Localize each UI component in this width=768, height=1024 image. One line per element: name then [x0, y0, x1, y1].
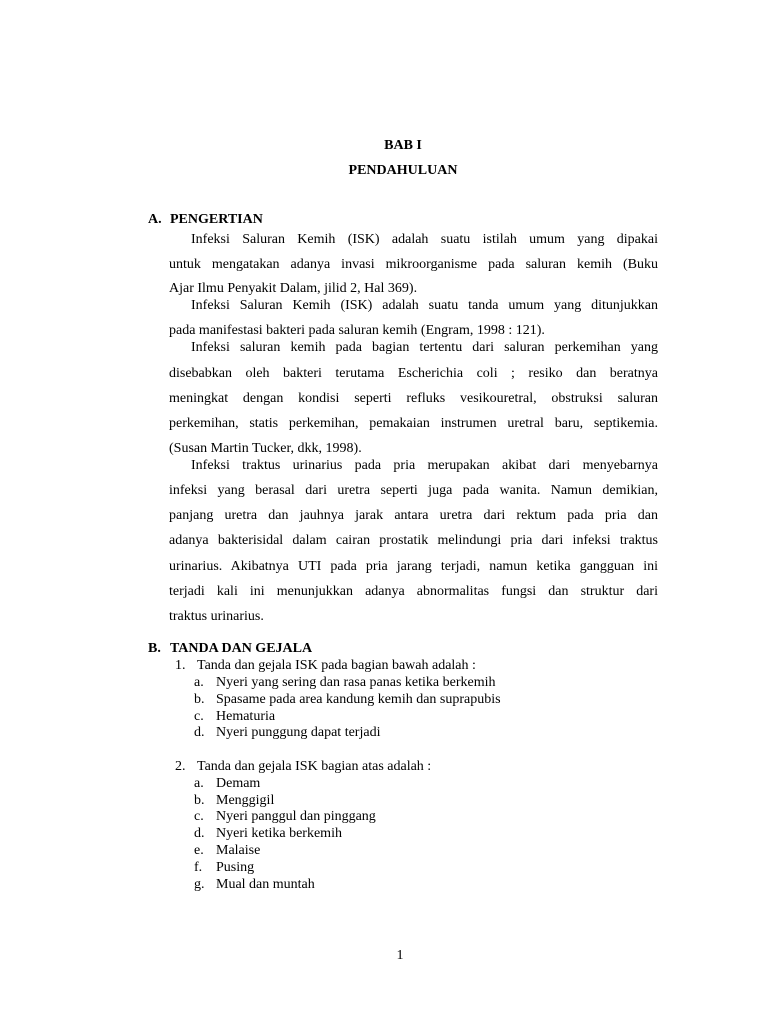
list-number: 2. — [175, 759, 186, 774]
sub-list-text: Nyeri ketika berkemih — [216, 826, 342, 841]
sub-list-item — [194, 725, 380, 741]
paragraph-line: (Susan Martin Tucker, dkk, 1998). — [169, 441, 362, 456]
paragraph-line: Infeksi traktus urinarius pada pria merupakan akibat dari menyebarnya — [191, 458, 658, 473]
paragraph-line: pada manifestasi bakteri pada saluran kemih (Engram, 1998 : 121). — [169, 323, 545, 338]
sub-list-item — [194, 860, 254, 876]
chapter-number: BAB I — [384, 138, 422, 153]
sub-list-text: Nyeri yang sering dan rasa panas ketika berkemih — [216, 675, 496, 690]
sub-list-text: Pusing — [216, 860, 255, 875]
paragraph-line: infeksi yang berasal dari uretra seperti juga pada wanita. Namun demikian, — [169, 483, 658, 498]
sub-list-letter: b. — [194, 793, 205, 808]
paragraph-line: Infeksi Saluran Kemih (ISK) adalah suatu istilah umum yang dipakai — [191, 232, 658, 247]
paragraph-line: disebabkan oleh bakteri terutama Escherichia coli ; resiko dan beratnya — [169, 366, 658, 381]
sub-list-item — [194, 793, 274, 809]
sub-list-letter: d. — [194, 826, 205, 841]
paragraph-line: adanya bakterisidal dalam cairan prostatik melindungi pria dari infeksi traktus — [169, 533, 658, 548]
sub-list-item — [194, 776, 260, 792]
paragraph-line: panjang uretra dan jauhnya jarak antara uretra dari rektum pada pria dan — [169, 508, 658, 523]
sub-list-text: Mual dan muntah — [216, 877, 315, 892]
sub-list-letter: c. — [194, 809, 204, 824]
section-b-title: TANDA DAN GEJALA — [170, 641, 313, 656]
sub-list-text: Hematuria — [216, 709, 276, 724]
sub-list-letter: g. — [194, 877, 205, 892]
list-text: Tanda dan gejala ISK pada bagian bawah adalah : — [197, 658, 476, 673]
list-text: Tanda dan gejala ISK bagian atas adalah : — [197, 759, 432, 774]
sub-list-item — [194, 692, 501, 708]
sub-list-letter: d. — [194, 725, 205, 740]
sub-list-text: Malaise — [216, 843, 261, 858]
list-item — [175, 658, 476, 674]
sub-list-item — [194, 877, 315, 893]
section-b-label: B. — [148, 641, 161, 656]
sub-list-text: Demam — [216, 776, 261, 791]
paragraph-line: traktus urinarius. — [169, 609, 264, 624]
sub-list-item — [194, 675, 496, 691]
paragraph-line: Ajar Ilmu Penyakit Dalam, jilid 2, Hal 369). — [169, 281, 418, 296]
list-number: 1. — [175, 658, 186, 673]
page-number: 1 — [396, 948, 404, 963]
sub-list-text: Nyeri punggung dapat terjadi — [216, 725, 381, 740]
paragraph-line: perkemihan, statis perkemihan, pemakaian instrumen uretral baru, septikemia. — [169, 416, 658, 431]
sub-list-item — [194, 709, 275, 725]
section-a-label: A. — [148, 212, 162, 227]
paragraph-line: meningkat dengan kondisi seperti refluks vesikouretral, obstruksi saluran — [169, 391, 658, 406]
chapter-title: PENDAHULUAN — [348, 163, 458, 178]
section-a-heading — [148, 212, 263, 228]
sub-list-item — [194, 809, 376, 825]
section-a-title: PENGERTIAN — [170, 212, 263, 227]
sub-list-letter: b. — [194, 692, 205, 707]
sub-list-letter: f. — [194, 860, 203, 875]
paragraph-line: untuk mengatakan adanya invasi mikroorganisme pada saluran kemih (Buku — [169, 257, 658, 272]
sub-list-letter: a. — [194, 776, 204, 791]
sub-list-item — [194, 843, 260, 859]
sub-list-item — [194, 826, 342, 842]
paragraph-line: Infeksi saluran kemih pada bagian tertentu dari saluran perkemihan yang — [191, 340, 658, 355]
sub-list-letter: c. — [194, 709, 204, 724]
sub-list-letter: a. — [194, 675, 204, 690]
sub-list-text: Nyeri panggul dan pinggang — [216, 809, 376, 824]
sub-list-text: Spasame pada area kandung kemih dan suprapubis — [216, 692, 501, 707]
paragraph-line: urinarius. Akibatnya UTI pada pria jarang terjadi, namun ketika gangguan ini — [169, 559, 658, 574]
section-b-heading — [148, 641, 312, 657]
list-item — [175, 759, 431, 775]
sub-list-text: Menggigil — [216, 793, 275, 808]
paragraph-line: Infeksi Saluran Kemih (ISK) adalah suatu tanda umum yang ditunjukkan — [191, 298, 658, 313]
paragraph-line: terjadi kali ini menunjukkan adanya abnormalitas fungsi dan struktur dari — [169, 584, 658, 599]
sub-list-letter: e. — [194, 843, 204, 858]
